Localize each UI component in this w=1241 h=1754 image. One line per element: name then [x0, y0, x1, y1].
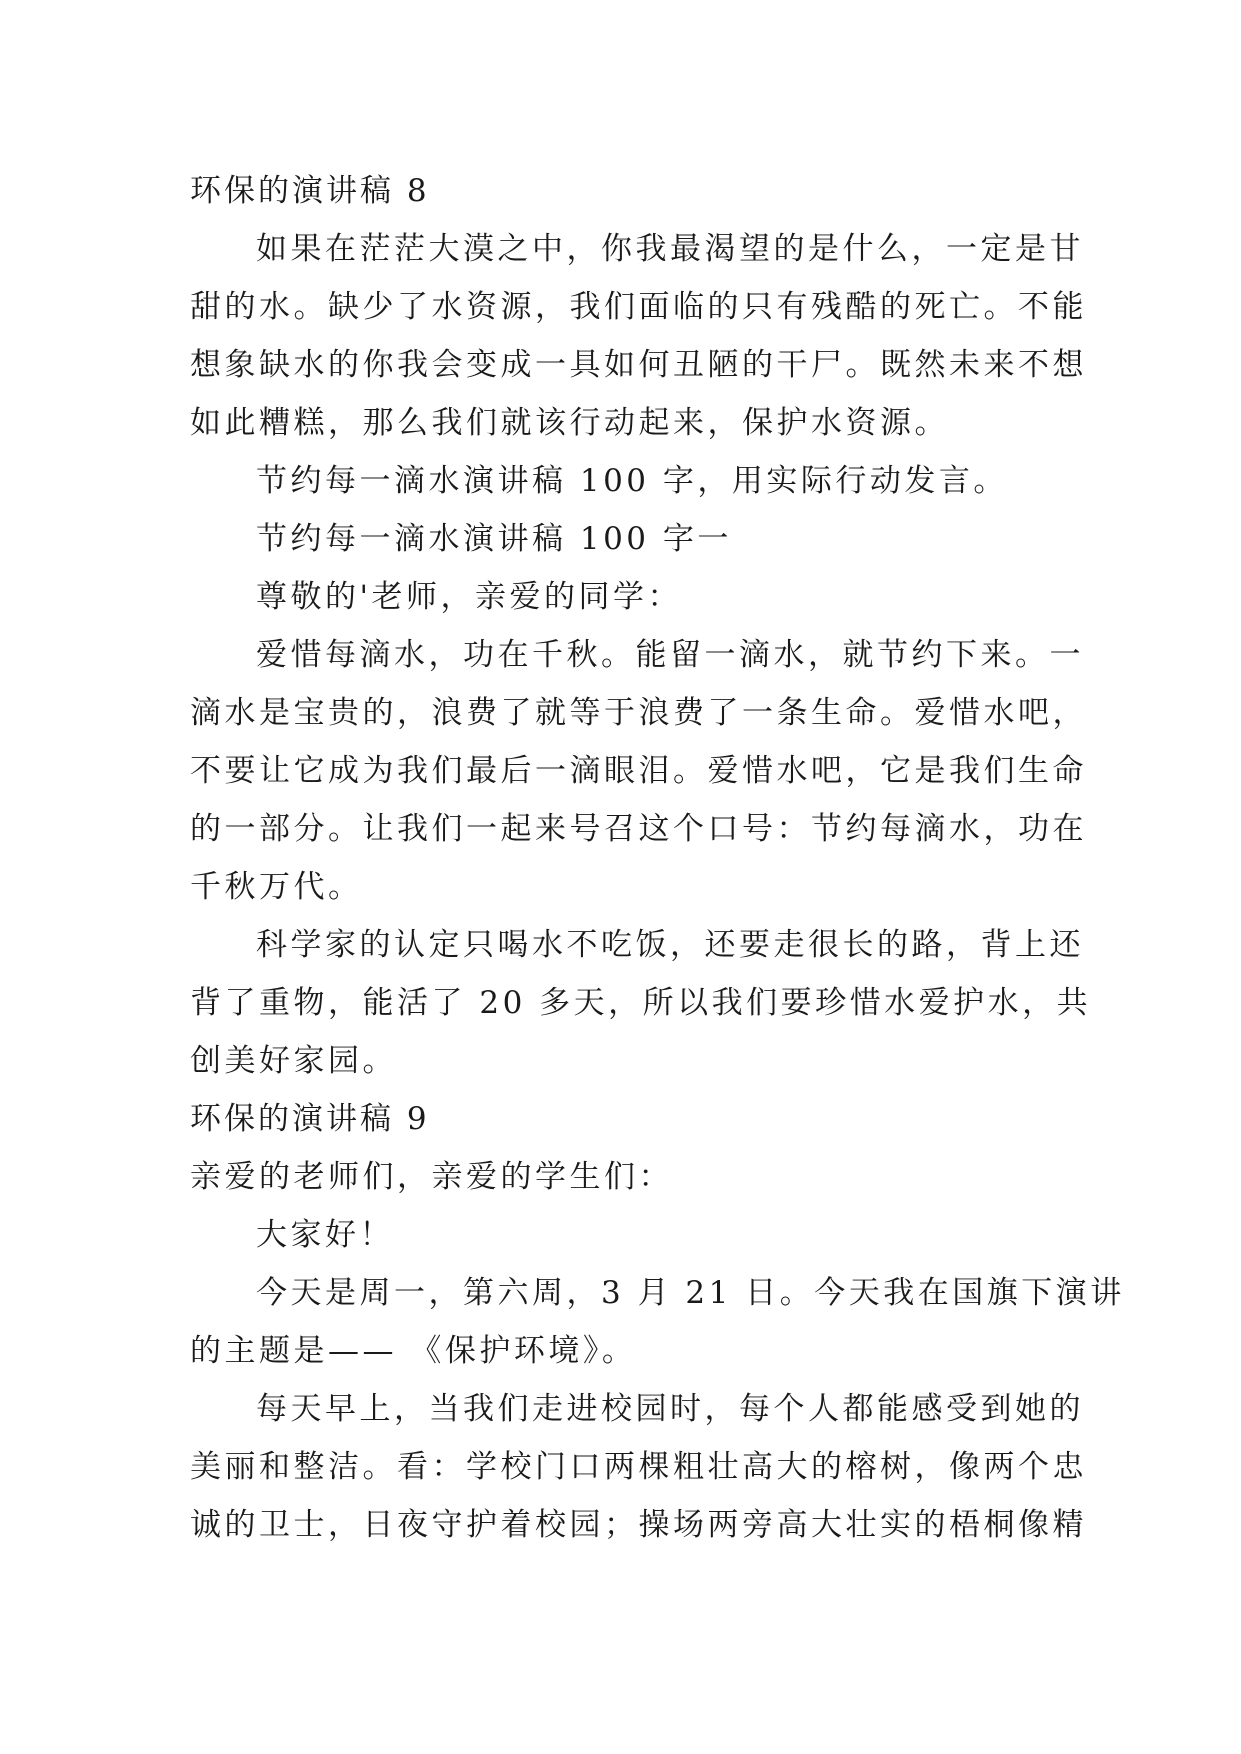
- salutation-line: 尊敬的'老师，亲爱的同学：: [256, 579, 683, 615]
- paragraph-line: 节约每一滴水演讲稿 100 字，用实际行动发言。: [256, 463, 1008, 499]
- greeting-line: 大家好！: [256, 1217, 394, 1253]
- paragraph-line: 美丽和整洁。看：学校门口两棵粗壮高大的榕树，像两个忠: [190, 1449, 1087, 1485]
- section-heading: 环保的演讲稿 9: [190, 1101, 430, 1137]
- paragraph-line: 爱惜每滴水，功在千秋。能留一滴水，就节约下来。一: [256, 637, 1084, 673]
- paragraph-line: 背了重物，能活了 20 多天，所以我们要珍惜水爱护水，共: [190, 985, 1092, 1021]
- paragraph-line: 科学家的认定只喝水不吃饭，还要走很长的路，背上还: [256, 927, 1084, 963]
- paragraph-line: 节约每一滴水演讲稿 100 字一: [256, 521, 732, 557]
- paragraph-line: 如此糟糕，那么我们就该行动起来，保护水资源。: [190, 405, 949, 441]
- paragraph-line: 今天是周一，第六周，3 月 21 日。今天我在国旗下演讲: [256, 1275, 1125, 1311]
- paragraph-line: 甜的水。缺少了水资源，我们面临的只有残酷的死亡。不能: [190, 289, 1087, 325]
- document-body: [190, 162, 1125, 1554]
- paragraph-line: 滴水是宝贵的，浪费了就等于浪费了一条生命。爱惜水吧，: [190, 695, 1087, 731]
- salutation-line: 亲爱的老师们，亲爱的学生们：: [190, 1159, 673, 1195]
- paragraph-line: 创美好家园。: [190, 1043, 397, 1079]
- paragraph-line: 如果在茫茫大漠之中，你我最渴望的是什么，一定是甘: [256, 231, 1084, 267]
- paragraph-line: 不要让它成为我们最后一滴眼泪。爱惜水吧，它是我们生命: [190, 753, 1087, 789]
- paragraph-line: 诚的卫士，日夜守护着校园；操场两旁高大壮实的梧桐像精: [190, 1507, 1087, 1543]
- paragraph-line: 想象缺水的你我会变成一具如何丑陋的干尸。既然未来不想: [190, 347, 1087, 383]
- paragraph-line: 每天早上，当我们走进校园时，每个人都能感受到她的: [256, 1391, 1084, 1427]
- paragraph-line: 的主题是—— 《保护环境》。: [190, 1333, 637, 1369]
- section-heading: 环保的演讲稿 8: [190, 173, 430, 209]
- paragraph-line: 千秋万代。: [190, 869, 363, 905]
- paragraph-line: 的一部分。让我们一起来号召这个口号：节约每滴水，功在: [190, 811, 1087, 847]
